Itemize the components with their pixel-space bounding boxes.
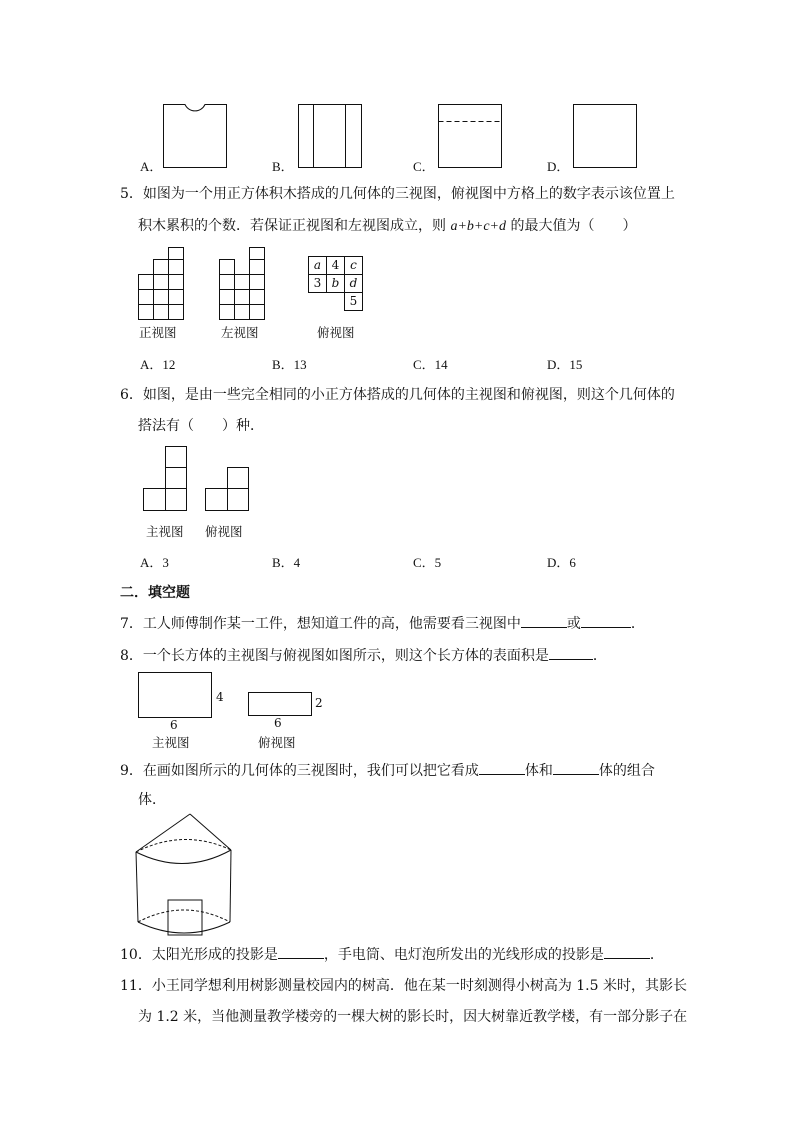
q8-top-view-rect xyxy=(248,692,314,718)
q9-text-line1 xyxy=(120,760,655,781)
q8-top-height-label: 2 xyxy=(315,696,323,710)
q11-text-line1: 11．小王同学想利用树影测量校园内的树高．他在某一时刻测得小树高为 1.5 米时，其影长 xyxy=(120,978,687,994)
q5-option-c: C．14 xyxy=(413,357,448,372)
q4-option-d-label: D． xyxy=(547,159,570,174)
q9-blank-1[interactable] xyxy=(479,760,525,775)
q9-blank-2[interactable] xyxy=(553,760,599,775)
q6-top-view-figure xyxy=(205,467,251,515)
q4-option-c-label: C． xyxy=(413,159,435,174)
q4-option-d-figure xyxy=(573,104,639,170)
q6-caption-top: 俯视图 xyxy=(205,524,243,539)
q5-expression: a+b+c+d xyxy=(450,219,507,234)
section-title-fill-in: 二．填空题 xyxy=(120,585,190,601)
q6-option-d: D．6 xyxy=(547,555,576,570)
q6-option-b: B．4 xyxy=(272,555,301,570)
q5-grid-cell-3: 3 xyxy=(313,276,322,290)
q10-blank-1[interactable] xyxy=(278,944,324,959)
q9-text-mid: 体和 xyxy=(524,763,553,779)
q5-text-line1: 5．如图为一个用正方体积木搭成的几何体的三视图，俯视图中方格上的数字表示该位置上 xyxy=(120,186,675,202)
q6-text-line1: 6．如图，是由一些完全相同的小正方体搭成的几何体的主视图和俯视图，则这个几何体的 xyxy=(120,387,675,403)
q9-solid-figure xyxy=(132,812,236,940)
q4-option-b-label: B． xyxy=(272,159,294,174)
q11-text-line2: 为 1.2 米，当他测量教学楼旁的一棵大树的影长时，因大树靠近教学楼，有一部分影子在 xyxy=(138,1009,688,1025)
q8-front-view-rect xyxy=(138,672,214,720)
q10-text xyxy=(120,944,664,965)
q5-front-view-figure xyxy=(138,247,188,323)
q6-text-line2: 搭法有（ ）种． xyxy=(138,418,264,434)
q9-text-post: 体的组合 xyxy=(598,763,655,779)
q5-left-view-figure xyxy=(219,247,269,323)
q8-text xyxy=(120,645,607,666)
q5-option-a: A．12 xyxy=(140,357,176,372)
q5-option-b: B．13 xyxy=(272,357,307,372)
q5-option-d: D．15 xyxy=(547,357,583,372)
q7-text xyxy=(120,613,645,634)
q9-text-pre: 9．在画如图所示的几何体的三视图时，我们可以把它看成 xyxy=(120,763,479,779)
q10-text-pre: 10．太阳光形成的投影是 xyxy=(120,947,278,963)
q7-text-post: ． xyxy=(630,616,645,632)
q5-grid-cell-4: 4 xyxy=(331,258,340,272)
q8-front-width-label: 6 xyxy=(170,718,178,732)
q8-blank[interactable] xyxy=(549,645,593,660)
q10-text-mid: ，手电筒、电灯泡所发出的光线形成的投影是 xyxy=(323,947,604,963)
q5-grid-cell-c: c xyxy=(350,258,357,272)
q5-caption-left: 左视图 xyxy=(221,325,259,340)
q4-option-c-figure xyxy=(438,104,504,170)
q6-option-a: A．3 xyxy=(140,555,169,570)
q5-grid-cell-d: d xyxy=(349,276,358,290)
q7-text-pre: 7．工人师傅制作某一工件，想知道工件的高，他需要看三视图中 xyxy=(120,616,521,632)
q5-grid-cell-a: a xyxy=(313,258,322,272)
q5-text-line2-post: 的最大值为（ ） xyxy=(506,218,637,234)
q8-text-post: ． xyxy=(592,648,607,664)
q6-caption-main: 主视图 xyxy=(146,524,184,539)
q6-option-c: C．5 xyxy=(413,555,442,570)
q10-text-post: ． xyxy=(649,947,664,963)
q5-grid-cell-5: 5 xyxy=(349,294,358,308)
q8-caption-front: 主视图 xyxy=(152,735,190,750)
q6-main-view-figure xyxy=(143,446,189,514)
q7-blank-2[interactable] xyxy=(581,613,631,628)
q5-caption-top: 俯视图 xyxy=(317,325,355,340)
q5-text-line2-pre: 积木累积的个数．若保证正视图和左视图成立，则 xyxy=(138,218,451,234)
q7-blank-1[interactable] xyxy=(521,613,567,628)
q5-text-line2 xyxy=(138,216,636,237)
q8-top-width-label: 6 xyxy=(274,716,282,730)
q8-text-pre: 8．一个长方体的主视图与俯视图如图所示，则这个长方体的表面积是 xyxy=(120,648,549,664)
q5-caption-front: 正视图 xyxy=(139,325,177,340)
q10-blank-2[interactable] xyxy=(604,944,650,959)
q4-option-a-label: A． xyxy=(140,159,163,174)
q7-text-mid: 或 xyxy=(566,616,581,632)
q5-grid-cell-b: b xyxy=(331,276,340,290)
q9-text-line2: 体． xyxy=(138,792,166,808)
q4-option-b-figure xyxy=(298,104,364,170)
q4-option-a-figure xyxy=(163,104,229,170)
q8-front-height-label: 4 xyxy=(216,690,224,704)
q8-caption-top: 俯视图 xyxy=(258,735,296,750)
